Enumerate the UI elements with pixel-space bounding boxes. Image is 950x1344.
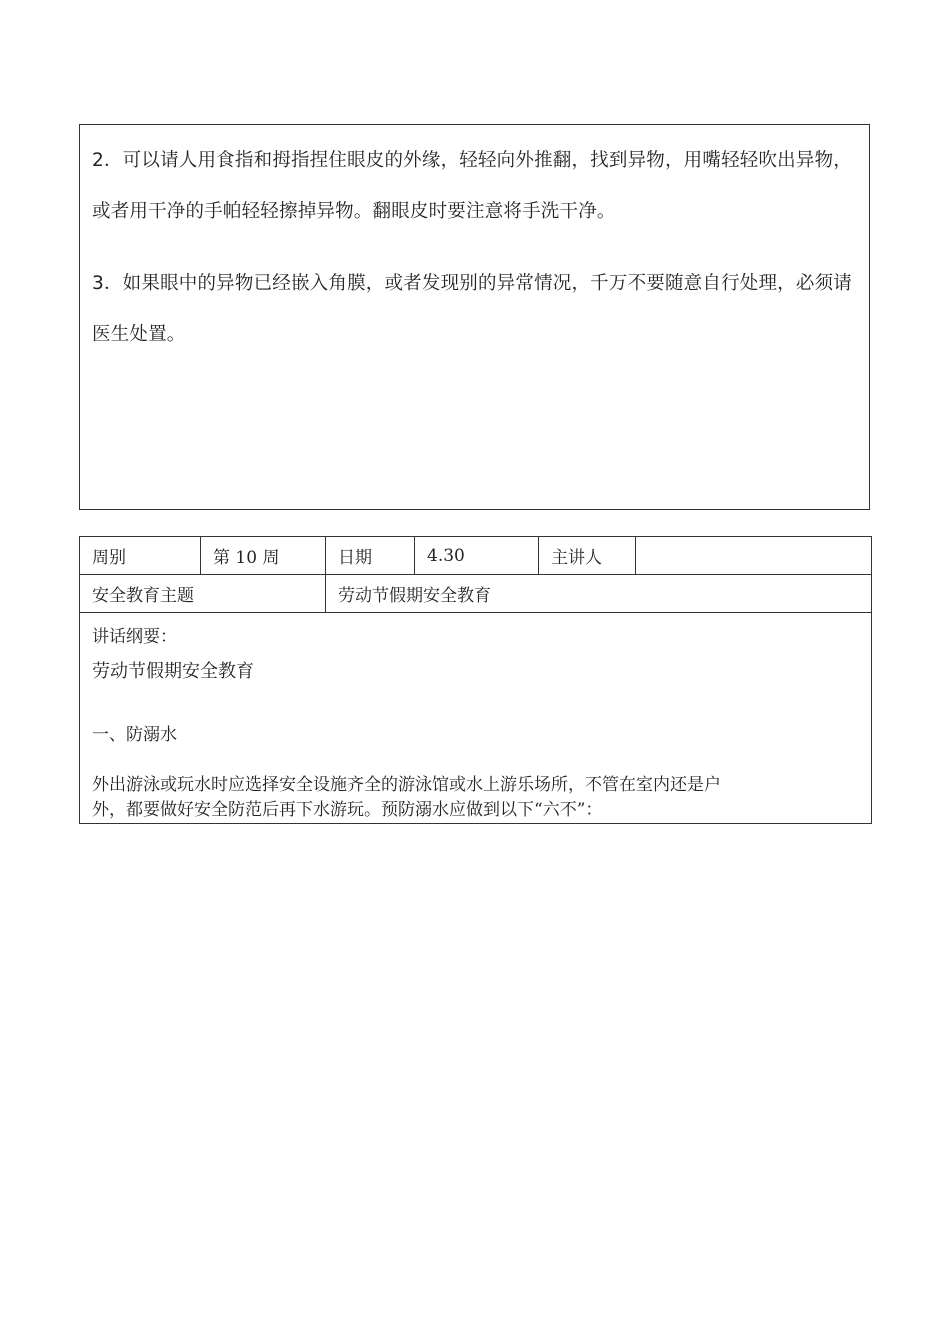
date-value: 4.30	[415, 537, 539, 575]
topic-row	[80, 575, 872, 613]
section-text-line: 外，都要做好安全防范后再下水游玩。预防溺水应做到以下“六不”：	[92, 800, 603, 820]
date-label: 日期	[326, 537, 415, 575]
week-value: 第 10 周	[201, 537, 326, 575]
top-text-box	[79, 124, 870, 510]
outline-row	[80, 613, 872, 824]
section-heading: 一、防溺水	[92, 725, 177, 745]
topic-label: 安全教育主题	[80, 575, 326, 613]
speaker-value	[636, 537, 872, 575]
outline-label: 讲话纲要：	[92, 627, 177, 647]
speaker-label: 主讲人	[539, 537, 636, 575]
week-label: 周别	[80, 537, 201, 575]
outline-cell	[80, 613, 872, 824]
header-row	[80, 537, 872, 575]
paragraph-3: 3．如果眼中的异物已经嵌入角膜，或者发现别的异常情况，千万不要随意自行处理，必须请医生处置。	[92, 273, 852, 345]
section-text-line: 外出游泳或玩水时应选择安全设施齐全的游泳馆或水上游乐场所，不管在室内还是户	[92, 775, 721, 795]
safety-education-table	[79, 536, 872, 824]
topic-value: 劳动节假期安全教育	[326, 575, 872, 613]
outline-title: 劳动节假期安全教育	[92, 661, 254, 682]
paragraph-2: 2．可以请人用食指和拇指捏住眼皮的外缘，轻轻向外推翻，找到异物，用嘴轻轻吹出异物，或者用干净的手帕轻轻擦掉异物。翻眼皮时要注意将手洗干净。	[92, 150, 852, 222]
